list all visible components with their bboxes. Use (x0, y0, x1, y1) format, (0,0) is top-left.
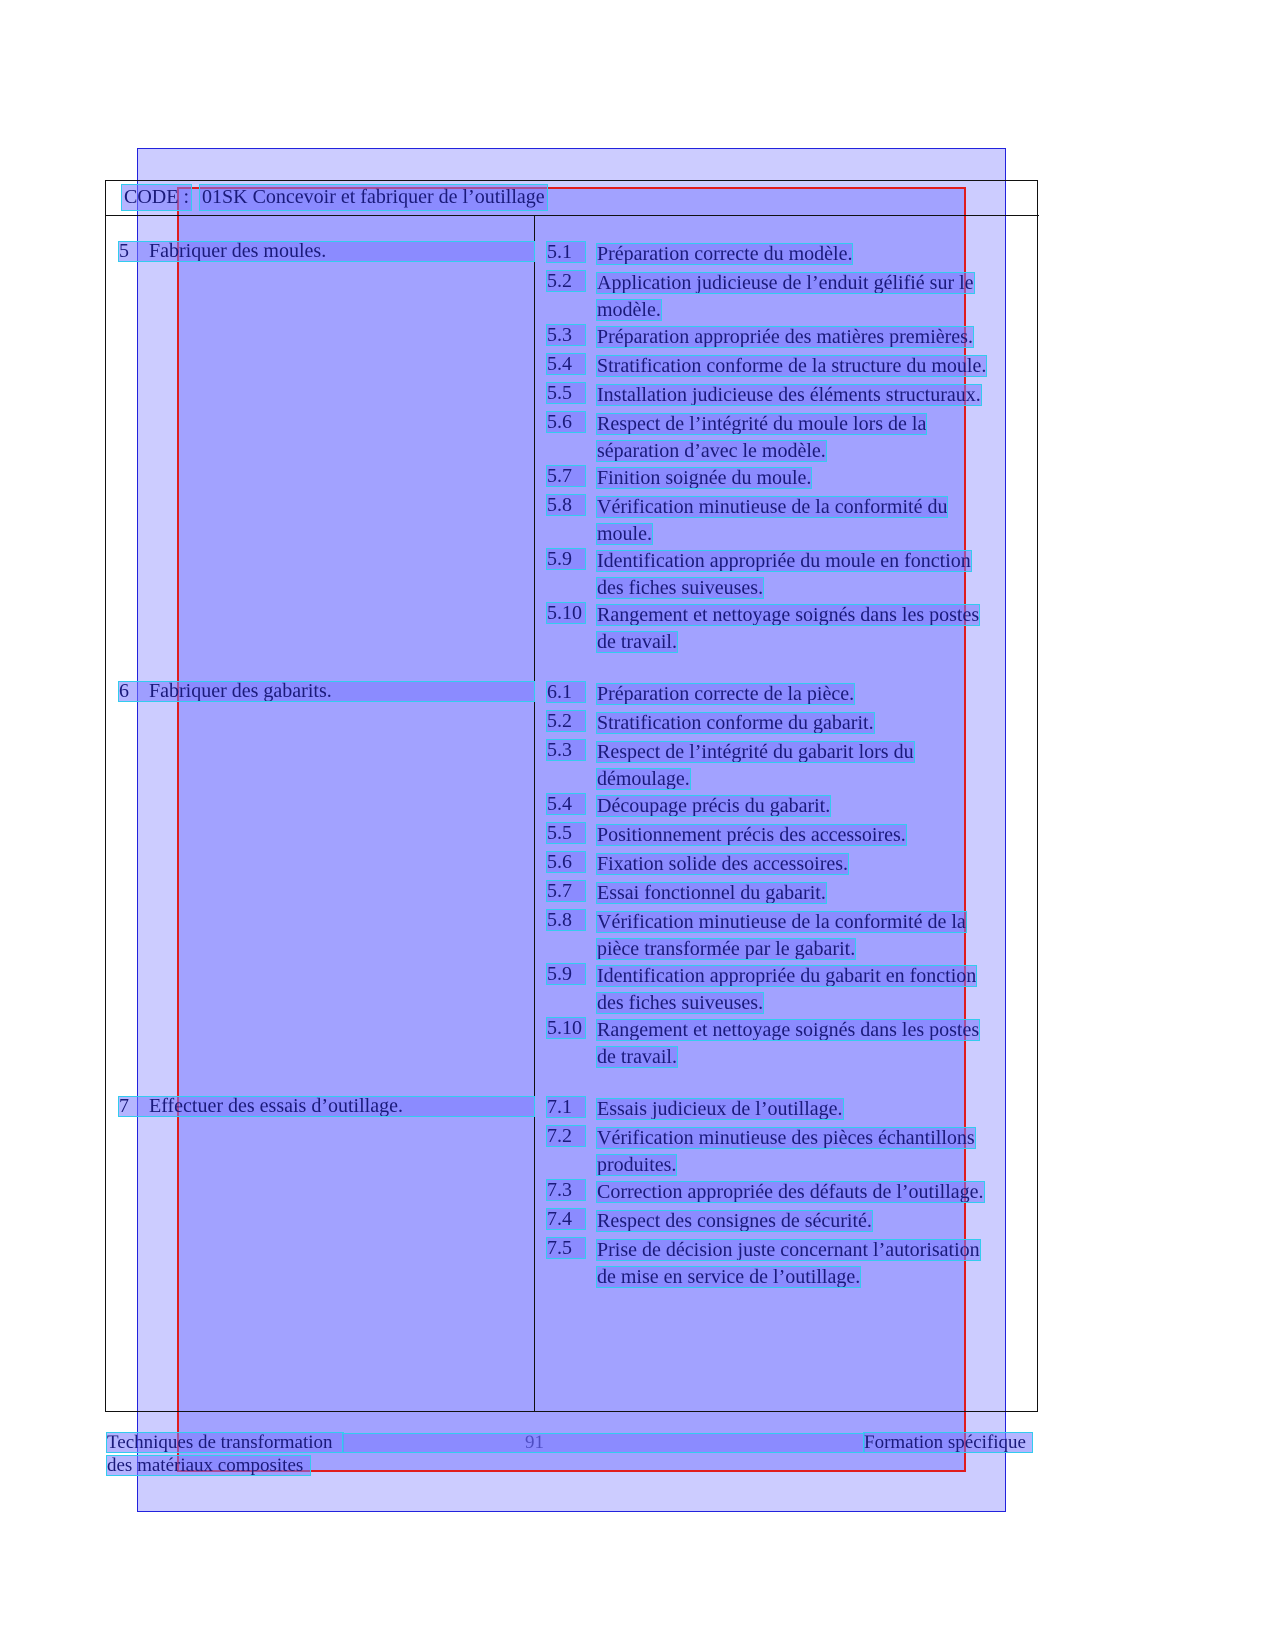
criterion-line: Fixation solide des accessoires. (597, 853, 849, 875)
criterion-text (597, 711, 1012, 738)
criterion-line: Essai fonctionnel du gabarit. (597, 882, 826, 904)
criterion-line: de mise en service de l’outillage. (597, 1266, 861, 1288)
criterion-text (597, 495, 1012, 549)
header-code-line (122, 185, 547, 210)
criterion-line: de travail. (597, 1046, 677, 1068)
criterion-number: 5.4 (547, 354, 585, 374)
criterion-line: Finition soignée du moule. (597, 467, 812, 489)
criterion-text (597, 964, 1012, 1018)
criterion-number: 7.3 (547, 1180, 585, 1200)
criterion-line: Préparation appropriée des matières premières. (597, 326, 973, 348)
criterion-number: 5.5 (547, 823, 585, 843)
competence-row (119, 1097, 534, 1116)
criterion-number: 5.6 (547, 852, 585, 872)
criterion-line: Respect de l’intégrité du gabarit lors du (597, 741, 914, 763)
criterion-text (597, 1209, 1012, 1236)
criterion-line: Identification appropriée du moule en fonction (597, 550, 971, 572)
criterion-text (597, 466, 1012, 493)
criterion-number: 5.10 (547, 1018, 585, 1038)
criterion-line: pièce transformée par le gabarit. (597, 938, 856, 960)
criterion-number: 6.1 (547, 682, 585, 702)
criterion-text (597, 794, 1012, 821)
competence-text: Effectuer des essais d’outillage. (149, 1095, 403, 1117)
criterion-line: Application judicieuse de l’enduit gélifié sur le (597, 272, 974, 294)
criterion-number: 7.1 (547, 1097, 585, 1117)
criterion-line: Préparation correcte de la pièce. (597, 683, 855, 705)
criterion-line: modèle. (597, 299, 661, 321)
criterion-line: Vérification minutieuse de la conformité de la (597, 911, 966, 933)
competence-text: Fabriquer des gabarits. (149, 680, 332, 702)
criterion-line: Respect de l’intégrité du moule lors de la (597, 413, 927, 435)
criterion-number: 5.6 (547, 412, 585, 432)
criterion-line: démoulage. (597, 768, 690, 790)
criterion-line: séparation d’avec le modèle. (597, 440, 826, 462)
criterion-text (597, 1238, 1012, 1292)
footer-left-line2: des matériaux composites (107, 1456, 310, 1475)
footer-right: Formation spécifique (864, 1433, 1032, 1452)
criterion-line: Vérification minutieuse de la conformité du (597, 496, 948, 518)
criterion-text (597, 271, 1012, 325)
criterion-line: des fiches suiveuses. (597, 577, 764, 599)
competence-text: Fabriquer des moules. (149, 240, 327, 262)
criterion-line: des fiches suiveuses. (597, 992, 764, 1014)
criterion-line: Stratification conforme du gabarit. (597, 712, 874, 734)
criterion-number: 5.7 (547, 881, 585, 901)
criterion-line: Installation judicieuse des éléments structuraux. (597, 384, 981, 406)
code-title: 01SK Concevoir et fabriquer de l’outillage (202, 186, 545, 208)
footer-highlight-bar (343, 1434, 864, 1452)
criterion-number: 5.8 (547, 910, 585, 930)
criterion-text (597, 881, 1012, 908)
column-divider (534, 216, 535, 1412)
competence-row (119, 242, 534, 261)
criterion-line: Correction appropriée des défauts de l’outillage. (597, 1181, 984, 1203)
criterion-line: Essais judicieux de l’outillage. (597, 1098, 843, 1120)
criterion-text (597, 740, 1012, 794)
criterion-line: moule. (597, 523, 652, 545)
criterion-text (597, 1097, 1012, 1124)
criterion-line: Préparation correcte du modèle. (597, 243, 853, 265)
criterion-number: 5.3 (547, 325, 585, 345)
criterion-text (597, 383, 1012, 410)
criterion-number: 5.3 (547, 740, 585, 760)
criterion-number: 5.2 (547, 711, 585, 731)
criterion-text (597, 354, 1012, 381)
criterion-text (597, 852, 1012, 879)
criterion-number: 5.8 (547, 495, 585, 515)
criterion-line: Respect des consignes de sécurité. (597, 1210, 872, 1232)
criterion-number: 7.2 (547, 1126, 585, 1146)
criterion-line: Rangement et nettoyage soignés dans les postes (597, 1019, 980, 1041)
code-label: CODE : (124, 186, 189, 208)
competence-number: 7 (119, 1095, 129, 1117)
footer-left-line1: Techniques de transformation (107, 1433, 343, 1452)
criterion-number: 5.9 (547, 964, 585, 984)
criterion-text (597, 682, 1012, 709)
criterion-text (597, 603, 1012, 657)
criterion-number: 5.1 (547, 242, 585, 262)
competence-number: 6 (119, 680, 129, 702)
criterion-line: Vérification minutieuse des pièces échantillons (597, 1127, 975, 1149)
criterion-number: 5.7 (547, 466, 585, 486)
criterion-text (597, 1018, 1012, 1072)
criterion-text (597, 412, 1012, 466)
criterion-line: Découpage précis du gabarit. (597, 795, 831, 817)
criterion-text (597, 325, 1012, 352)
criterion-number: 5.10 (547, 603, 585, 623)
criterion-number: 5.2 (547, 271, 585, 291)
header-rule (105, 215, 1039, 216)
criterion-line: de travail. (597, 631, 677, 653)
criterion-number: 5.9 (547, 549, 585, 569)
criterion-line: Identification appropriée du gabarit en fonction (597, 965, 977, 987)
criterion-text (597, 910, 1012, 964)
criterion-text (597, 242, 1012, 269)
criterion-text (597, 823, 1012, 850)
criterion-line: produites. (597, 1154, 677, 1176)
criterion-number: 7.5 (547, 1238, 585, 1258)
criterion-text (597, 1126, 1012, 1180)
criterion-line: Rangement et nettoyage soignés dans les postes (597, 604, 980, 626)
competence-number: 5 (119, 240, 129, 262)
criterion-line: Positionnement précis des accessoires. (597, 824, 906, 846)
criterion-line: Prise de décision juste concernant l’autorisation (597, 1239, 980, 1261)
criterion-number: 5.5 (547, 383, 585, 403)
criterion-number: 5.4 (547, 794, 585, 814)
criterion-text (597, 1180, 1012, 1207)
criterion-text (597, 549, 1012, 603)
criterion-number: 7.4 (547, 1209, 585, 1229)
competence-row (119, 682, 534, 701)
criterion-line: Stratification conforme de la structure du moule. (597, 355, 987, 377)
